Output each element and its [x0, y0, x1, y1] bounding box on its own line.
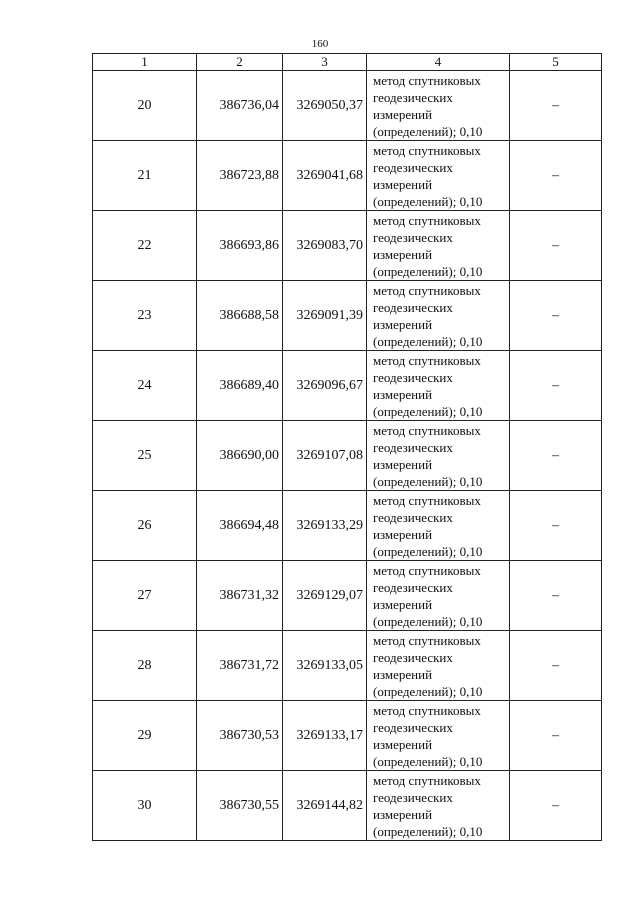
method-line: геодезических: [373, 90, 453, 105]
method-line: измерений: [373, 177, 433, 192]
method-line: геодезических: [373, 580, 453, 595]
method-line: (определений); 0,10: [373, 124, 483, 139]
point-number-cell: 30: [93, 771, 197, 841]
note-cell: –: [510, 421, 602, 491]
table-row: [93, 771, 602, 841]
method-line: геодезических: [373, 370, 453, 385]
y-coordinate-cell: 3269129,07: [283, 561, 367, 631]
method-cell: [367, 211, 510, 281]
method-line: (определений); 0,10: [373, 614, 483, 629]
note-cell: –: [510, 701, 602, 771]
method-line: метод спутниковых: [373, 703, 481, 718]
point-number-cell: 20: [93, 71, 197, 141]
y-coordinate-cell: 3269041,68: [283, 141, 367, 211]
method-line: (определений); 0,10: [373, 544, 483, 559]
method-cell: [367, 141, 510, 211]
table-row: [93, 421, 602, 491]
method-line: геодезических: [373, 440, 453, 455]
x-coordinate-cell: 386723,88: [197, 141, 283, 211]
note-cell: –: [510, 771, 602, 841]
x-coordinate-cell: 386689,40: [197, 351, 283, 421]
method-line: измерений: [373, 457, 433, 472]
method-line: геодезических: [373, 650, 453, 665]
method-line: метод спутниковых: [373, 213, 481, 228]
method-line: измерений: [373, 387, 433, 402]
note-cell: –: [510, 631, 602, 701]
point-number-cell: 29: [93, 701, 197, 771]
x-coordinate-cell: 386688,58: [197, 281, 283, 351]
method-line: (определений); 0,10: [373, 824, 483, 839]
header-row: [93, 54, 602, 71]
note-cell: –: [510, 561, 602, 631]
method-line: измерений: [373, 527, 433, 542]
method-cell: [367, 771, 510, 841]
x-coordinate-cell: 386693,86: [197, 211, 283, 281]
x-coordinate-cell: 386690,00: [197, 421, 283, 491]
method-cell: [367, 421, 510, 491]
point-number-cell: 22: [93, 211, 197, 281]
column-header-4: 4: [367, 54, 510, 71]
method-line: геодезических: [373, 790, 453, 805]
page-number: 160: [311, 38, 329, 50]
column-header-5: 5: [510, 54, 602, 71]
y-coordinate-cell: 3269133,05: [283, 631, 367, 701]
x-coordinate-cell: 386731,72: [197, 631, 283, 701]
method-line: измерений: [373, 317, 433, 332]
method-line: измерений: [373, 107, 433, 122]
note-cell: –: [510, 211, 602, 281]
point-number-cell: 28: [93, 631, 197, 701]
x-coordinate-cell: 386736,04: [197, 71, 283, 141]
column-header-1: 1: [93, 54, 197, 71]
method-cell: [367, 351, 510, 421]
method-line: метод спутниковых: [373, 633, 481, 648]
x-coordinate-cell: 386730,55: [197, 771, 283, 841]
method-cell: [367, 561, 510, 631]
method-line: метод спутниковых: [373, 73, 481, 88]
method-line: (определений); 0,10: [373, 194, 483, 209]
method-line: геодезических: [373, 230, 453, 245]
method-line: метод спутниковых: [373, 423, 481, 438]
point-number-cell: 25: [93, 421, 197, 491]
method-line: геодезических: [373, 720, 453, 735]
y-coordinate-cell: 3269091,39: [283, 281, 367, 351]
method-line: метод спутниковых: [373, 773, 481, 788]
method-line: (определений); 0,10: [373, 334, 483, 349]
table-row: [93, 491, 602, 561]
y-coordinate-cell: 3269096,67: [283, 351, 367, 421]
x-coordinate-cell: 386694,48: [197, 491, 283, 561]
method-line: (определений); 0,10: [373, 754, 483, 769]
y-coordinate-cell: 3269133,17: [283, 701, 367, 771]
method-cell: [367, 491, 510, 561]
method-line: метод спутниковых: [373, 563, 481, 578]
point-number-cell: 23: [93, 281, 197, 351]
method-cell: [367, 631, 510, 701]
point-number-cell: 24: [93, 351, 197, 421]
table-row: [93, 71, 602, 141]
method-cell: [367, 701, 510, 771]
method-line: (определений); 0,10: [373, 404, 483, 419]
note-cell: –: [510, 491, 602, 561]
method-line: измерений: [373, 597, 433, 612]
method-line: метод спутниковых: [373, 143, 481, 158]
method-line: (определений); 0,10: [373, 684, 483, 699]
method-line: метод спутниковых: [373, 283, 481, 298]
method-cell: [367, 281, 510, 351]
table-row: [93, 211, 602, 281]
method-line: измерений: [373, 807, 433, 822]
note-cell: –: [510, 351, 602, 421]
y-coordinate-cell: 3269133,29: [283, 491, 367, 561]
y-coordinate-cell: 3269144,82: [283, 771, 367, 841]
method-line: (определений); 0,10: [373, 264, 483, 279]
x-coordinate-cell: 386731,32: [197, 561, 283, 631]
point-number-cell: 21: [93, 141, 197, 211]
y-coordinate-cell: 3269083,70: [283, 211, 367, 281]
table-row: [93, 561, 602, 631]
point-number-cell: 27: [93, 561, 197, 631]
table-row: [93, 281, 602, 351]
method-line: метод спутниковых: [373, 493, 481, 508]
method-line: измерений: [373, 737, 433, 752]
x-coordinate-cell: 386730,53: [197, 701, 283, 771]
table-row: [93, 351, 602, 421]
method-line: (определений); 0,10: [373, 474, 483, 489]
method-cell: [367, 71, 510, 141]
method-line: геодезических: [373, 300, 453, 315]
method-line: геодезических: [373, 160, 453, 175]
table-row: [93, 701, 602, 771]
point-number-cell: 26: [93, 491, 197, 561]
coordinates-table: [92, 53, 602, 841]
column-header-3: 3: [283, 54, 367, 71]
method-line: измерений: [373, 667, 433, 682]
note-cell: –: [510, 281, 602, 351]
y-coordinate-cell: 3269050,37: [283, 71, 367, 141]
method-line: измерений: [373, 247, 433, 262]
table-row: [93, 631, 602, 701]
column-header-2: 2: [197, 54, 283, 71]
method-line: метод спутниковых: [373, 353, 481, 368]
note-cell: –: [510, 141, 602, 211]
y-coordinate-cell: 3269107,08: [283, 421, 367, 491]
method-line: геодезических: [373, 510, 453, 525]
note-cell: –: [510, 71, 602, 141]
table-row: [93, 141, 602, 211]
